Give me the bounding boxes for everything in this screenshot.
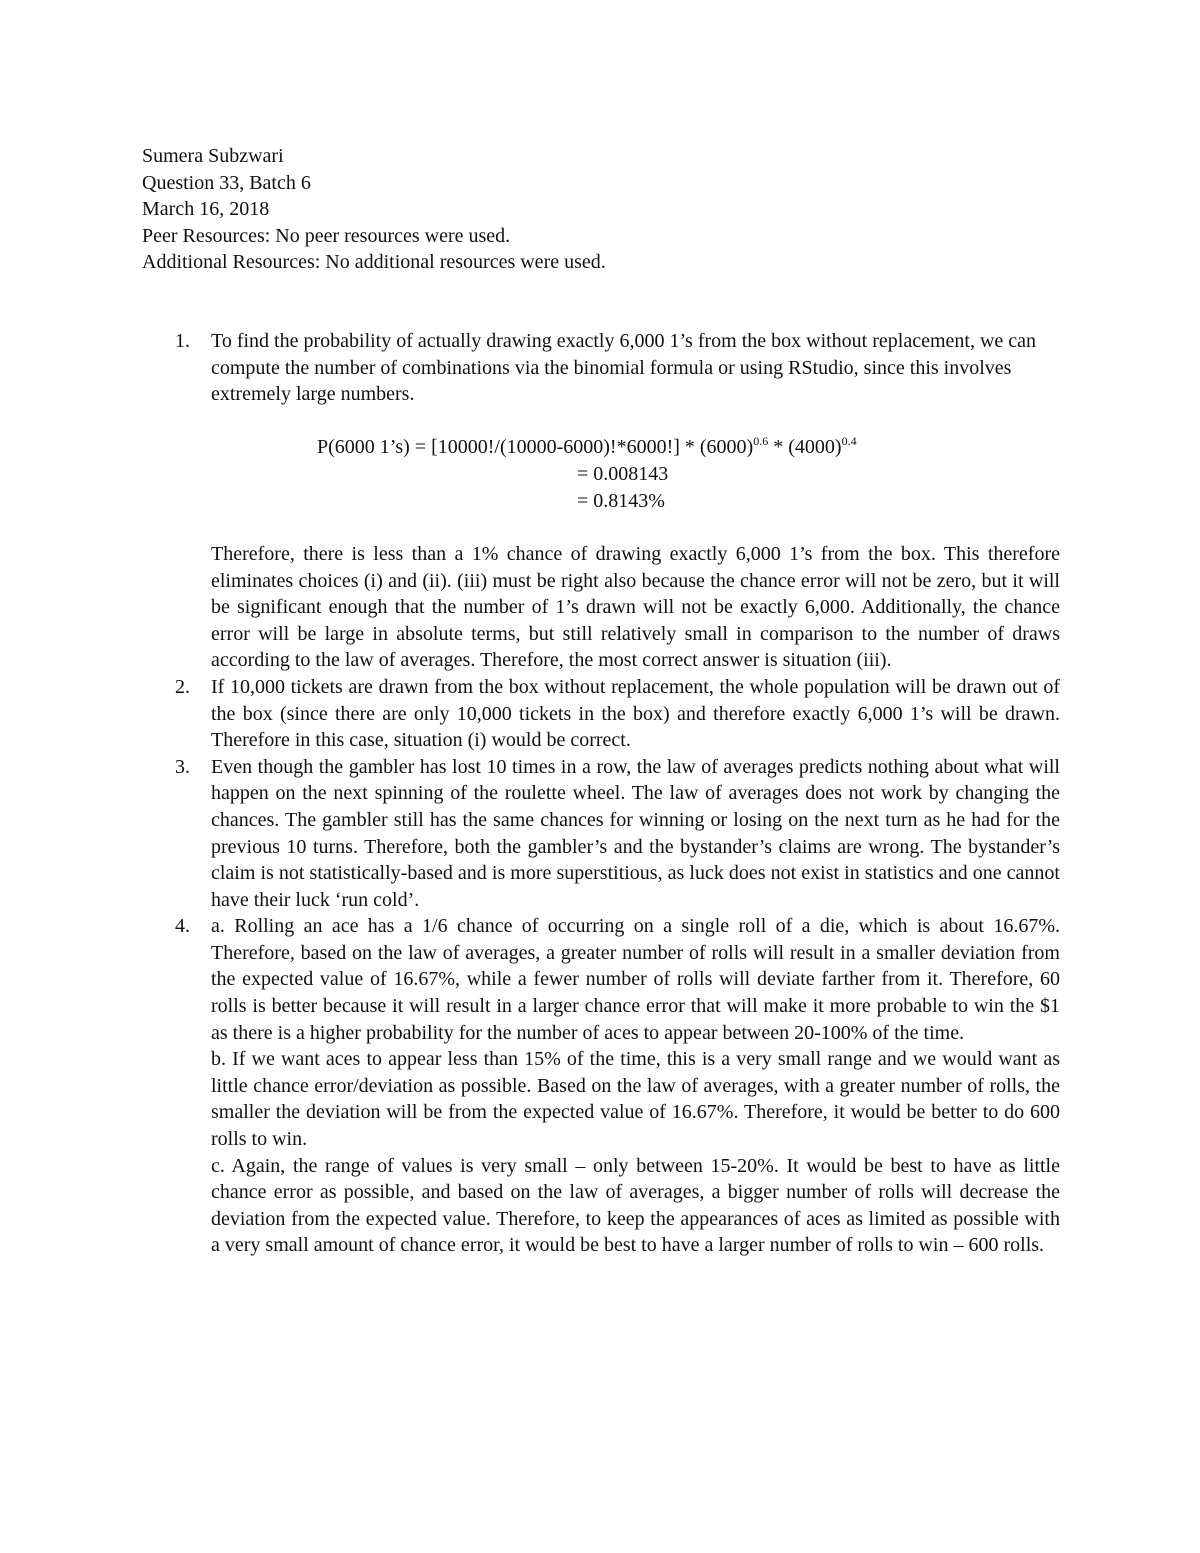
answer-list [142, 328, 1060, 1259]
answer-1-intro: To find the probability of actually drawing exactly 6,000 1’s from the box without replacement, we can compute the number of combinations via the binomial formula or using RStudio, since this involves extremely large numbers. [211, 330, 1037, 406]
answer-1-conclusion: Therefore, there is less than a 1% chance of drawing exactly 6,000 1’s from the box. This therefore eliminates choices (i) and (ii). (iii) must be right also because the chance error will not be zero, but it will be significant enough that the number of 1’s drawn will not be exactly 6,000. Additionally, the chance error will be large in absolute terms, but still relatively small in comparison to the number of draws according to the law of averages. Therefore, the most correct answer is situation (iii). [211, 542, 1060, 672]
author-name: Sumera Subzwari [142, 145, 284, 167]
formula-main: P(6000 1’s) = [10000!/(10000-6000)!*6000!] * (6000) [317, 436, 754, 459]
answer-4-part-a: a. Rolling an ace has a 1/6 chance of occurring on a single roll of a die, which is about 16.67%. Therefore, based on the law of averages, a greater number of rolls will result in a smaller deviation from the expected value of 16.67%, while a fewer number of rolls will deviate farther from it. Therefore, 60 rolls is better because it will result in a larger chance error that will make it more probable to win the $1 as there is a higher probability for the number of aces to appear between 20-100% of the time. [211, 915, 1060, 1044]
formula-mid: * (4000) [768, 436, 842, 459]
answer-3-text: Even though the gambler has lost 10 times in a row, the law of averages predicts nothing about what will happen on the next spinning of the roulette wheel. The law of averages does not work by changing the chances. The gambler still has the same chances for winning or losing on the next turn as he had for the previous 10 turns. Therefore, both the gambler’s and the bystander’s claims are wrong. The bystander’s claim is not statistically-based and is more superstitious, as luck does not exist in statistics and one cannot have their luck ‘run cold’. [211, 755, 1060, 911]
document-header [142, 143, 1042, 276]
formula-exponent-2: 0.4 [841, 434, 857, 449]
answer-2-text: If 10,000 tickets are drawn from the box without replacement, the whole population will be drawn out of the box (since there are only 10,000 tickets in the box) and therefore exactly 6,000 1’s will be drawn. Therefore in this case, situation (i) would be correct. [211, 675, 1060, 752]
formula-line-2: = 0.008143 [577, 462, 669, 485]
formula-exponent-1: 0.6 [753, 434, 769, 449]
item-number: 3. [175, 755, 190, 778]
item-number: 4. [175, 915, 190, 938]
item-number: 2. [175, 675, 190, 698]
answer-item-4 [142, 913, 1060, 1259]
formula-line-1 [317, 434, 857, 463]
question-batch: Question 33, Batch 6 [142, 171, 311, 194]
answer-4-part-c: c. Again, the range of values is very small – only between 15-20%. It would be best to have as little chance error as possible, and based on the law of averages, a bigger number of rolls will decrease the deviation from the expected value. Therefore, to keep the appearances of aces as limited as possible with a very small amount of chance error, it would be best to have a larger number of rolls to win – 600 rolls. [211, 1154, 1060, 1257]
answer-4-part-b: b. If we want aces to appear less than 15% of the time, this is a very small range and we would want as little chance error/deviation as possible. Based on the law of averages, with a greater number of rolls, the smaller the deviation will be from the expected value of 16.67%. Therefore, it would be better to do 600 rolls to win. [211, 1048, 1060, 1151]
probability-formula [211, 434, 1060, 514]
answer-item-1 [142, 328, 1060, 674]
answer-item-3 [142, 754, 1060, 914]
answer-item-2 [142, 674, 1060, 754]
additional-resources-note: Additional Resources: No additional resources were used. [142, 251, 606, 274]
item-number: 1. [175, 330, 190, 352]
formula-line-3: = 0.8143% [577, 489, 665, 512]
peer-resources-note: Peer Resources: No peer resources were used. [142, 224, 511, 247]
document-date: March 16, 2018 [142, 198, 270, 221]
